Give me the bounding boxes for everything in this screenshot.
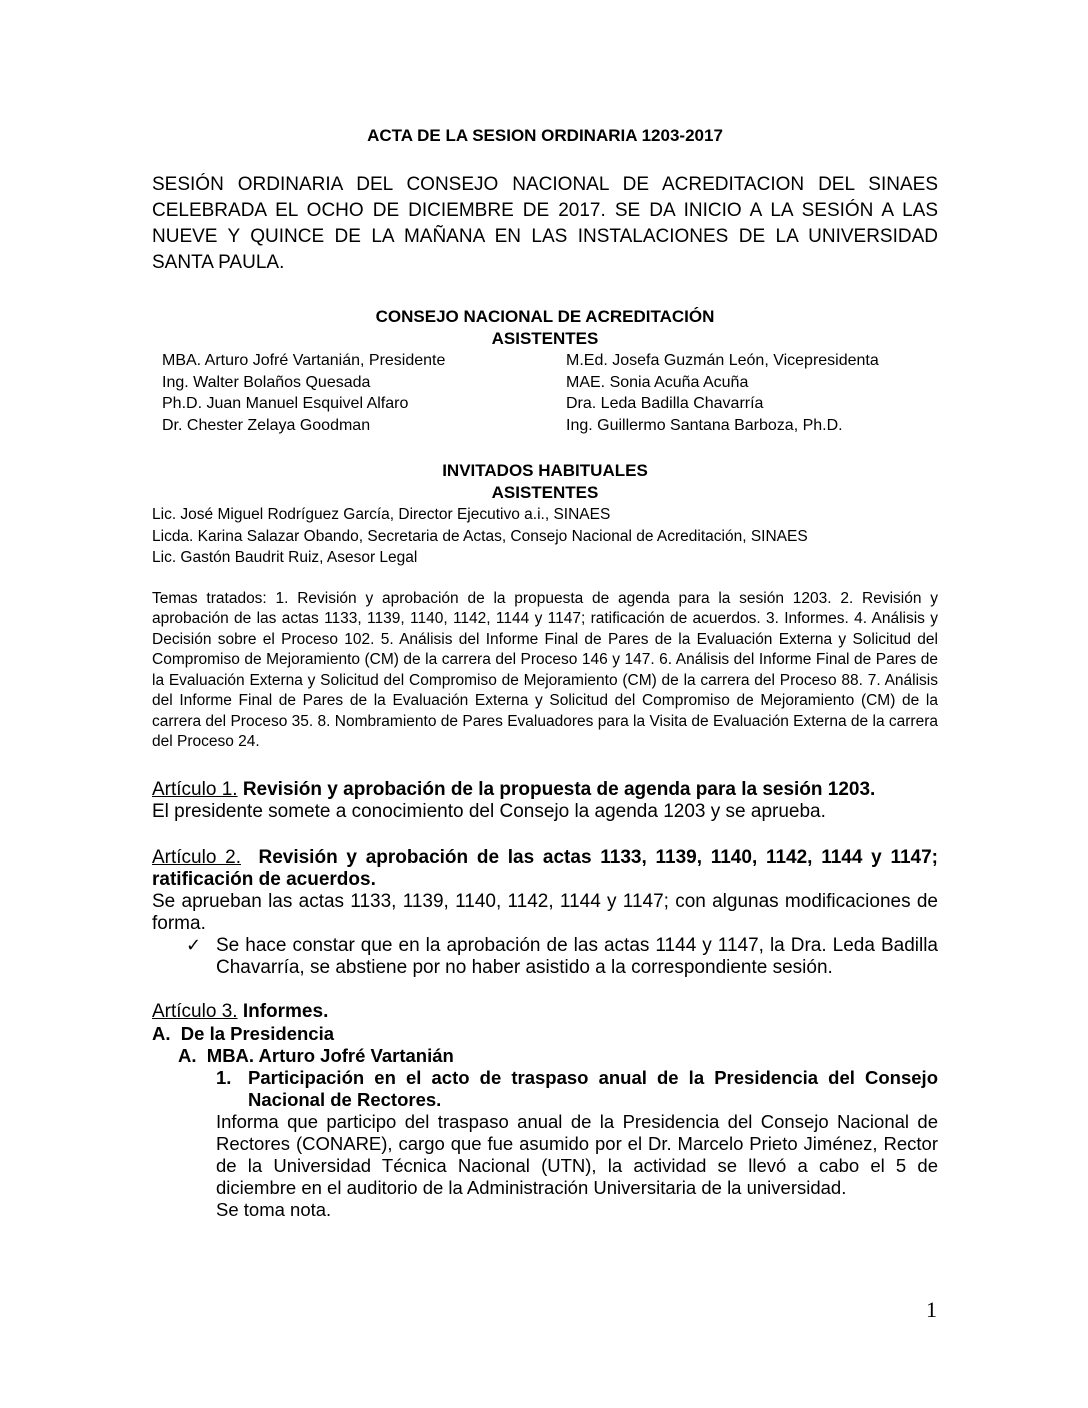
topics-summary: Temas tratados: 1. Revisión y aprobación de la propuesta de agenda para la sesión 1203. 2. Revisión y aprobación de las actas 1133, 1139, 1140, 1142, 1144 y 1147; ratificación de acuerdos. 3. Informes. 4. Análisis y Decisión sobre el Proceso 102. 5. Análisis del Informe Final de Pares de la Evaluación Externa y Solicitud del Compromiso de Mejoramiento (CM) de la carrera del Proceso 146 y 147. 6. Análisis del Informe Final de Pares de la Evaluación Externa y Solicitud del Compromiso de Mejoramiento (CM) de la carrera del Proceso 88. 7. Análisis del Informe Final de Pares de la Evaluación Externa y Solicitud del Compromiso de Mejoramiento (CM) de la carrera del Proceso 35. 8. Nombramiento de Pares Evaluadores para la Visita de Evaluación Externa de la carrera del Proceso 24. [152,589,938,750]
article-2-label: Artículo 2. [152,846,241,868]
member-right-2: MAE. Sonia Acuña Acuña [566,373,749,391]
checkmark-icon: ✓ [186,934,202,956]
report-item-1-note: Se toma nota. [216,1198,332,1220]
article-2-text: Se aprueban las actas 1133, 1139, 1140, 1142, 1144 y 1147; con algunas modificaciones de forma. [152,890,938,934]
session-intro: SESIÓN ORDINARIA DEL CONSEJO NACIONAL DE ACREDITACION DEL SINAES CELEBRADA EL OCHO DE DICIEMBRE DE 2017. SE DA INICIO A LA SESIÓN A LAS NUEVE Y QUINCE DE LA MAÑANA EN LAS INSTALACIONES DE LA UNIVERSIDAD SANTA PAULA. [152,174,938,273]
article-2-heading [152,847,938,891]
member-right-3: Dra. Leda Badilla Chavarría [566,395,764,412]
member-right-1: M.Ed. Josefa Guzmán León, Vicepresidenta [566,352,879,369]
article-1-heading [152,779,938,801]
document-content [152,126,938,1221]
member-left-1: MBA. Arturo Jofré Vartanián, Presidente [162,352,446,369]
page-number: 1 [926,1297,937,1322]
section-presidency-letter: A. [152,1022,171,1044]
section-presidency [152,1023,938,1045]
article-3-heading [152,1001,938,1023]
member-left-3: Ph.D. Juan Manuel Esquivel Alfaro [162,395,409,412]
guests-heading: INVITADOS HABITUALES [442,461,648,480]
member-left-4: Dr. Chester Zelaya Goodman [162,416,371,434]
guests-list [152,504,938,569]
guest-item: Licda. Karina Salazar Obando, Secretaria de Actas, Consejo Nacional de Acreditación, SINAES [152,527,808,545]
article-3-label: Artículo 3. [152,1000,238,1022]
report-item-1 [216,1067,938,1111]
council-members [162,350,938,436]
council-subheading: ASISTENTES [491,329,599,348]
member-left-2: Ing. Walter Bolaños Quesada [162,373,371,391]
article-2-note-text: Se hace constar que en la aprobación de las actas 1144 y 1147, la Dra. Leda Badilla Chavarría, se abstiene por no haber asistido a la correspondiente sesión. [216,934,938,978]
report-item-1-number: 1. [216,1066,232,1088]
subsection-president-letter: A. [178,1044,197,1066]
guests-subheading: ASISTENTES [491,483,599,502]
member-right-4: Ing. Guillermo Santana Barboza, Ph.D. [566,416,843,434]
report-item-1-title: Participación en el acto de traspaso anual de la Presidencia del Consejo Nacional de Rectores. [248,1066,938,1110]
council-heading: CONSEJO NACIONAL DE ACREDITACIÓN [375,307,715,326]
guest-item: Lic. José Miguel Rodríguez García, Director Ejecutivo a.i., SINAES [152,506,611,523]
article-1-title: Revisión y aprobación de la propuesta de agenda para la sesión 1203. [242,778,876,800]
report-item-1-text: Informa que participo del traspaso anual de la Presidencia del Consejo Nacional de Rectores (CONARE), cargo que fue asumido por el Dr. Marcelo Prieto Jiménez, Rector de la Universidad Técnica Nacional (UTN), la actividad se llevó a cabo el 5 de diciembre en el auditorio de la Administración Universitaria de la universidad. [216,1110,938,1198]
article-1-label: Artículo 1. [152,778,238,800]
article-1-text: El presidente somete a conocimiento del Consejo la agenda 1203 y se aprueba. [152,800,826,822]
article-3-title: Informes. [242,1000,329,1022]
guest-item: Lic. Gastón Baudrit Ruiz, Asesor Legal [152,549,418,566]
article-2-title: Revisión y aprobación de las actas 1133, 1139, 1140, 1142, 1144 y 1147; ratificación de acuerdos. [152,846,938,890]
section-presidency-title: De la Presidencia [180,1022,335,1044]
article-2-note [186,935,938,979]
document-title: ACTA DE LA SESION ORDINARIA 1203-2017 [367,126,723,145]
subsection-president [178,1045,938,1067]
subsection-president-name: MBA. Arturo Jofré Vartanián [206,1044,454,1066]
